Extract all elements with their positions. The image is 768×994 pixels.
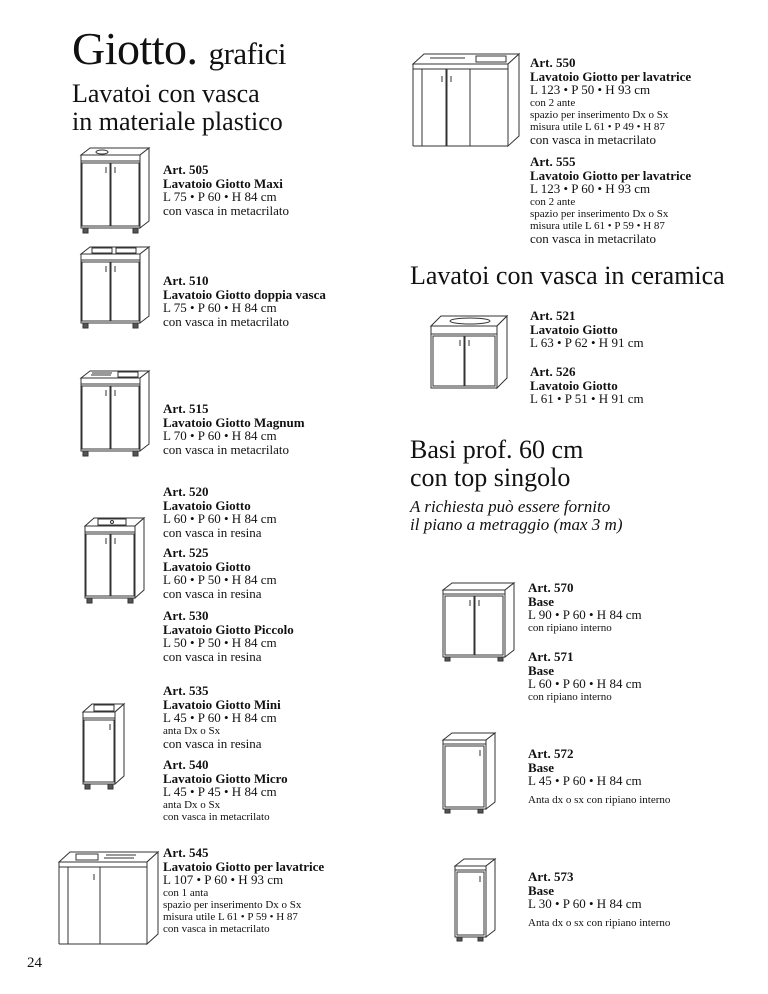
cabinet-505-drawing <box>78 145 152 235</box>
product-note: spazio per inserimento Dx o Sx <box>530 108 669 121</box>
product-dimensions: L 45 • P 60 • H 84 cm <box>163 710 277 725</box>
article-number: Art. 570 <box>528 580 574 595</box>
product-item <box>530 365 644 406</box>
brand-subtitle: grafici <box>208 36 286 71</box>
article-number: Art. 573 <box>528 869 574 884</box>
cabinet-550-drawing <box>410 50 522 150</box>
product-name: Base <box>528 662 554 678</box>
product-item <box>528 870 670 929</box>
article-number: Art. 545 <box>163 845 209 860</box>
product-material: con vasca in resina <box>163 585 262 601</box>
article-number: Art. 526 <box>530 364 576 379</box>
product-material: con vasca in resina <box>163 735 262 751</box>
product-dimensions: L 50 • P 50 • H 84 cm <box>163 635 277 650</box>
product-name: Lavatoio Giotto doppia vasca <box>163 286 326 302</box>
product-name: Lavatoio Giotto Mini <box>163 696 281 712</box>
product-name: Lavatoio Giotto Piccolo <box>163 621 294 637</box>
section-title-basi: Basi prof. 60 cm con top singolo <box>410 435 584 492</box>
article-number: Art. 510 <box>163 273 209 288</box>
article-number: Art. 572 <box>528 746 574 761</box>
brand-name: Giotto. <box>72 23 198 74</box>
product-dimensions: L 70 • P 60 • H 84 cm <box>163 428 277 443</box>
product-item <box>528 581 642 634</box>
product-item <box>163 402 305 456</box>
cabinet-515-drawing <box>78 368 152 458</box>
basi-note: A richiesta può essere fornito il piano a metraggio (max 3 m) <box>410 497 623 534</box>
product-item <box>163 846 324 935</box>
product-item <box>163 163 289 217</box>
article-number: Art. 505 <box>163 162 209 177</box>
page-title <box>72 23 286 77</box>
product-item <box>528 747 670 806</box>
cabinet-545-drawing <box>56 848 161 948</box>
product-material: con vasca in metacrilato <box>530 131 656 147</box>
article-number: Art. 515 <box>163 401 209 416</box>
product-dimensions: L 60 • P 60 • H 84 cm <box>163 511 277 526</box>
product-item <box>163 684 281 750</box>
product-dimensions: L 60 • P 60 • H 84 cm <box>528 676 642 691</box>
product-note: Anta dx o sx con ripiano interno <box>528 916 671 929</box>
product-item <box>530 56 691 146</box>
article-number: Art. 525 <box>163 545 209 560</box>
product-name: Lavatoio Giotto <box>163 497 251 513</box>
product-note: Anta dx o sx con ripiano interno <box>528 793 671 806</box>
product-note: con ripiano interno <box>528 690 612 703</box>
product-name: Lavatoio Giotto Micro <box>163 770 288 786</box>
product-material: con vasca in metacrilato <box>530 230 656 246</box>
product-material: con vasca in resina <box>163 648 262 664</box>
product-dimensions: L 63 • P 62 • H 91 cm <box>530 335 644 350</box>
article-number: Art. 521 <box>530 308 576 323</box>
product-note: spazio per inserimento Dx o Sx <box>163 898 302 911</box>
product-dimensions: L 123 • P 50 • H 93 cm <box>530 82 651 97</box>
product-note: anta Dx o Sx <box>163 724 221 737</box>
product-dimensions: L 61 • P 51 • H 91 cm <box>530 391 644 406</box>
product-name: Lavatoio Giotto <box>163 558 251 574</box>
product-material: con vasca in metacrilato <box>163 313 289 329</box>
product-dimensions: L 107 • P 60 • H 93 cm <box>163 872 284 887</box>
cabinet-572-drawing <box>440 730 498 814</box>
product-name: Lavatoio Giotto per lavatrice <box>530 68 692 84</box>
product-note: misura utile L 61 • P 59 • H 87 <box>530 219 665 232</box>
product-item <box>163 485 277 539</box>
article-number: Art. 535 <box>163 683 209 698</box>
cabinet-573-drawing <box>452 856 498 942</box>
page-number: 24 <box>27 955 42 971</box>
product-item <box>530 309 644 350</box>
product-note: misura utile L 61 • P 59 • H 87 <box>163 910 298 923</box>
article-number: Art. 571 <box>528 649 574 664</box>
section-title-ceramic: Lavatoi con vasca in ceramica <box>410 261 725 290</box>
section-title-plastic: Lavatoi con vasca in materiale plastico <box>72 79 283 136</box>
cabinet-570-drawing <box>440 580 518 662</box>
article-number: Art. 530 <box>163 608 209 623</box>
product-note: con ripiano interno <box>528 621 612 634</box>
product-dimensions: L 123 • P 60 • H 93 cm <box>530 181 651 196</box>
product-note: con vasca in metacrilato <box>163 810 270 823</box>
article-number: Art. 540 <box>163 757 209 772</box>
product-dimensions: L 90 • P 60 • H 84 cm <box>528 607 642 622</box>
cabinet-510-drawing <box>78 244 152 330</box>
product-material: con vasca in metacrilato <box>163 441 289 457</box>
product-name: Lavatoio Giotto Maxi <box>163 175 283 191</box>
product-item <box>163 274 326 328</box>
product-name: Base <box>528 593 554 609</box>
product-material: con vasca in metacrilato <box>163 202 289 218</box>
article-number: Art. 550 <box>530 55 576 70</box>
product-dimensions: L 75 • P 60 • H 84 cm <box>163 189 277 204</box>
product-name: Base <box>528 882 554 898</box>
product-name: Lavatoio Giotto per lavatrice <box>163 858 325 874</box>
product-dimensions: L 45 • P 60 • H 84 cm <box>528 773 642 788</box>
product-name: Base <box>528 759 554 775</box>
product-item <box>528 650 642 703</box>
product-dimensions: L 60 • P 50 • H 84 cm <box>163 572 277 587</box>
product-dimensions: L 75 • P 60 • H 84 cm <box>163 300 277 315</box>
product-dimensions: L 45 • P 45 • H 84 cm <box>163 784 277 799</box>
product-note: con 1 anta <box>163 886 209 899</box>
product-material: con vasca in resina <box>163 524 262 540</box>
product-dimensions: L 30 • P 60 • H 84 cm <box>528 896 642 911</box>
product-note: spazio per inserimento Dx o Sx <box>530 207 669 220</box>
product-name: Lavatoio Giotto Magnum <box>163 414 305 430</box>
article-number: Art. 520 <box>163 484 209 499</box>
product-note: con vasca in metacrilato <box>163 922 270 935</box>
product-name: Lavatoio Giotto <box>530 321 618 337</box>
product-item <box>163 758 288 823</box>
product-note: con 2 ante <box>530 195 576 208</box>
product-item <box>530 155 691 245</box>
cabinet-520-drawing <box>82 514 148 604</box>
product-note: anta Dx o Sx <box>163 798 221 811</box>
cabinet-535-drawing <box>80 700 128 790</box>
product-item <box>163 546 277 600</box>
product-item <box>163 609 294 663</box>
cabinet-521-drawing <box>428 312 510 392</box>
product-note: con 2 ante <box>530 96 576 109</box>
product-note: misura utile L 61 • P 49 • H 87 <box>530 120 665 133</box>
product-name: Lavatoio Giotto per lavatrice <box>530 167 692 183</box>
product-name: Lavatoio Giotto <box>530 377 618 393</box>
article-number: Art. 555 <box>530 154 576 169</box>
